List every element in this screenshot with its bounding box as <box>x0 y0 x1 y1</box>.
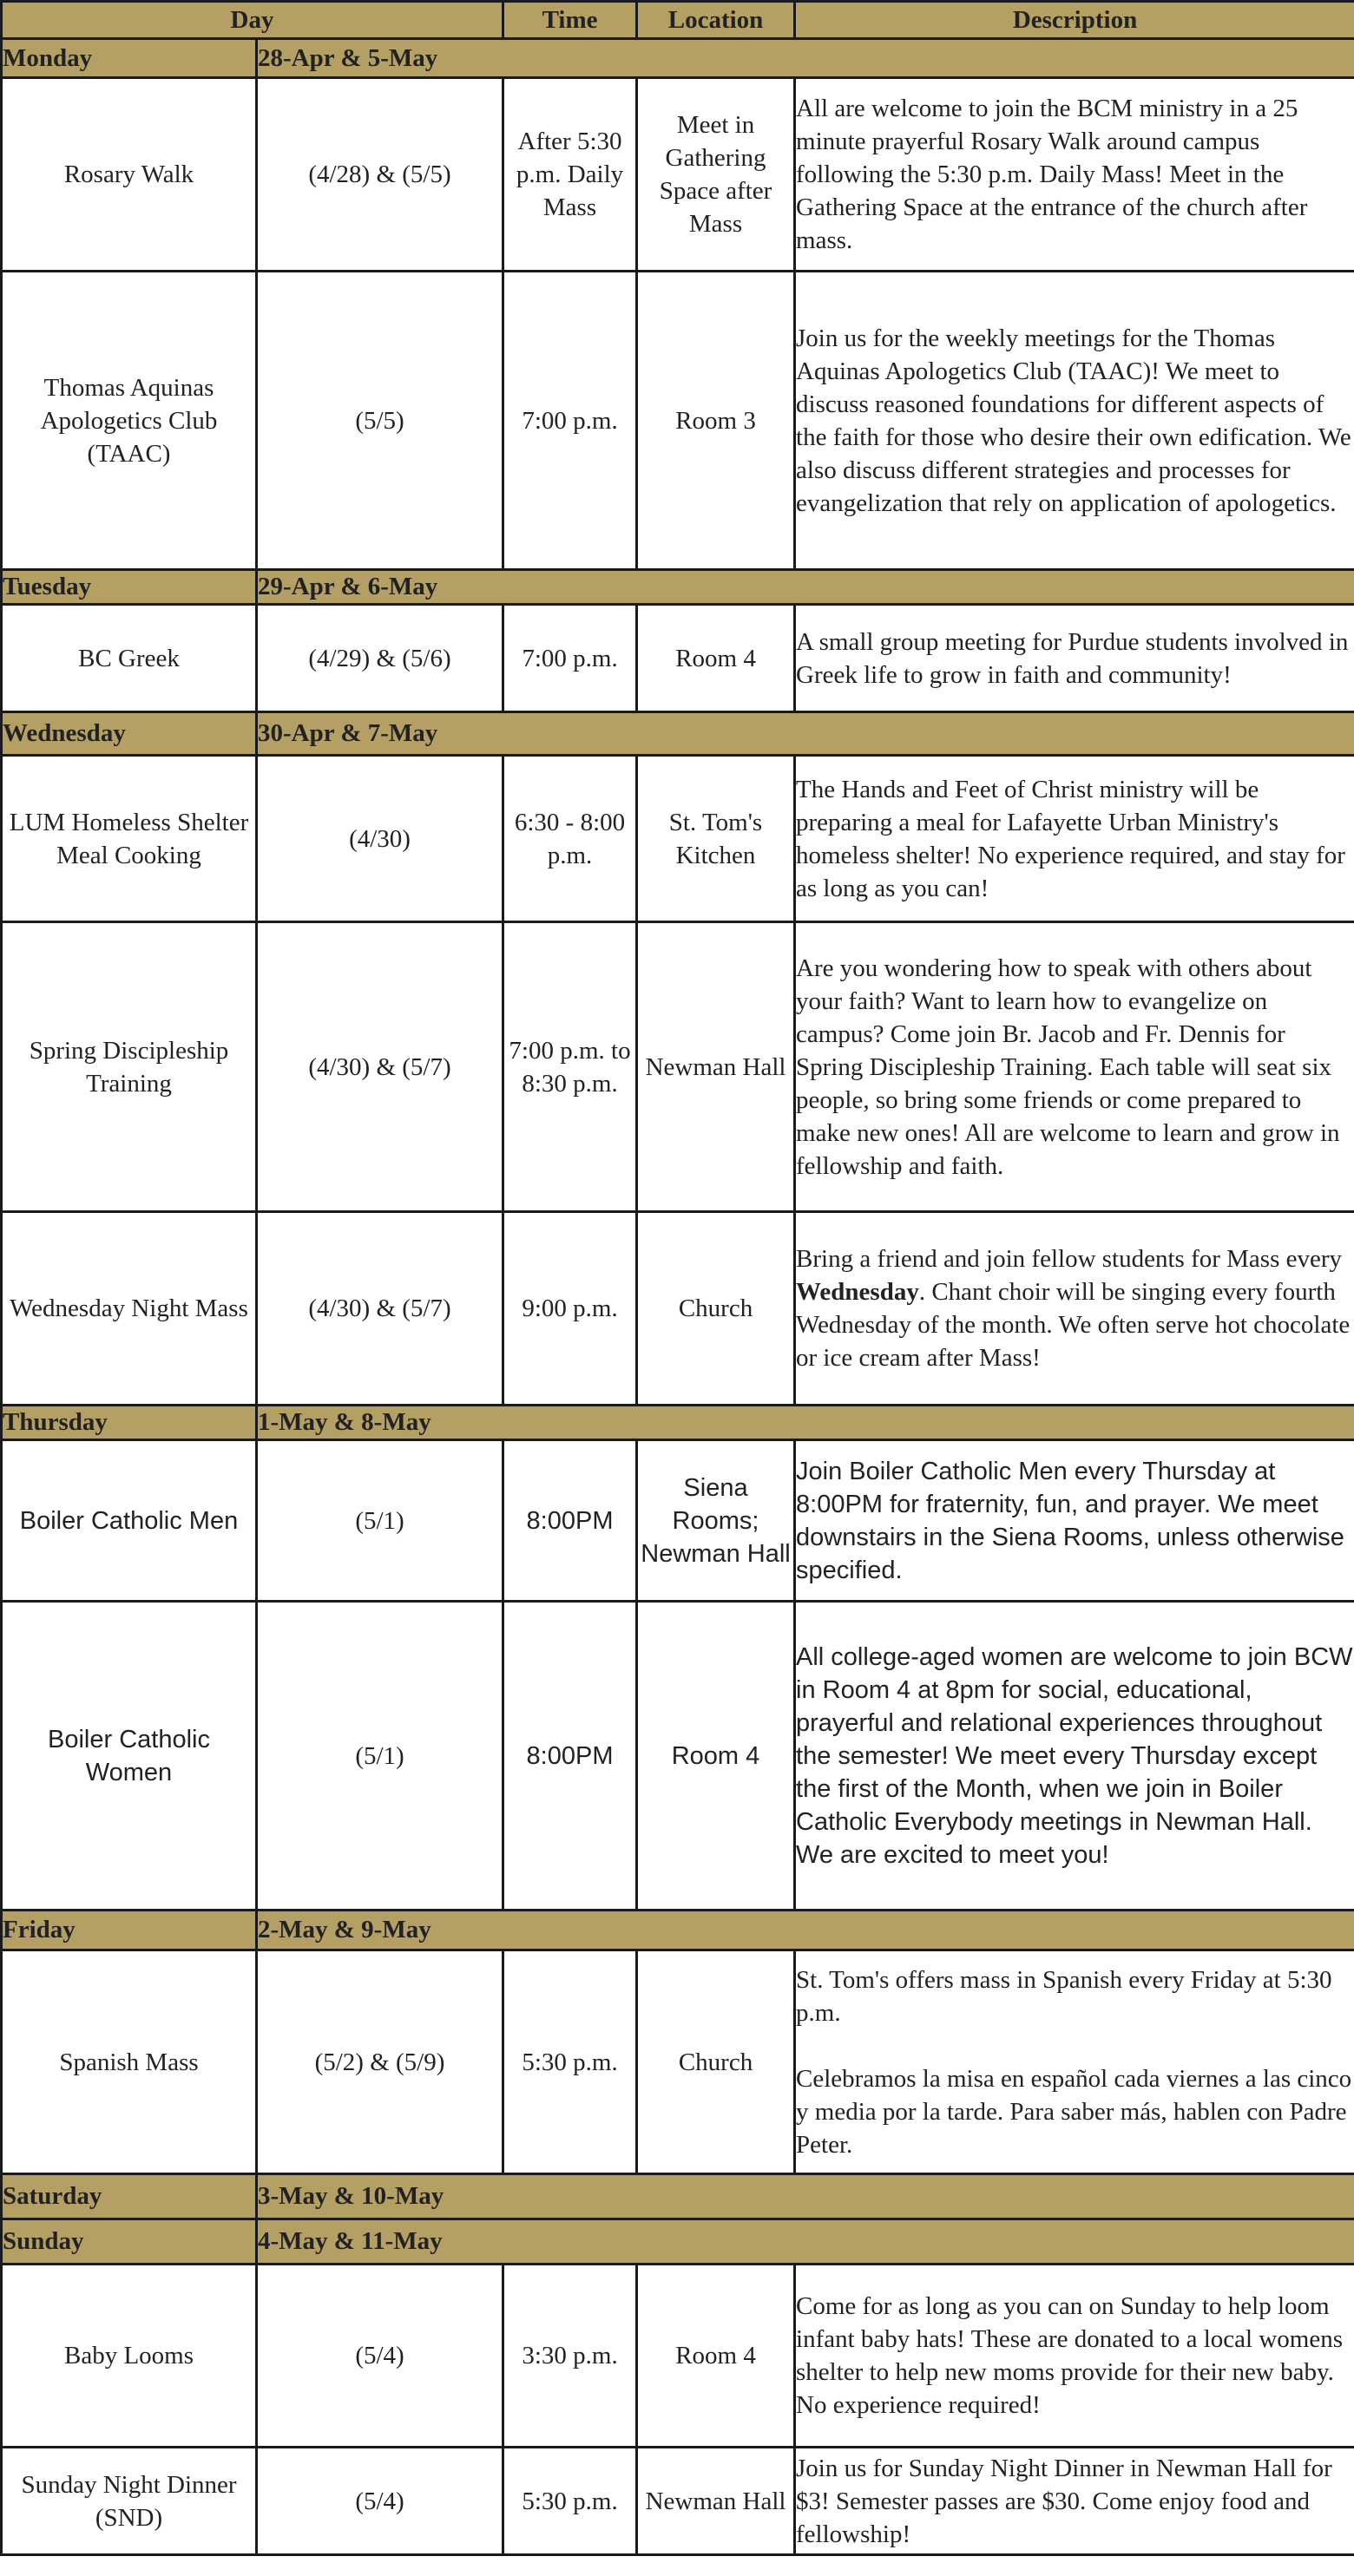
day-row-friday <box>2 1911 1354 1950</box>
event-name: Rosary Walk <box>2 78 257 272</box>
event-name: Spanish Mass <box>2 1950 257 2174</box>
event-time: 9:00 p.m. <box>503 1212 637 1406</box>
description-paragraph: All are welcome to join the BCM ministry in a 25 minute prayerful Rosary Walk around campus following the 5:30 p.m. Daily Mass! Meet in the Gathering Space at the entrance of the church after mass. <box>796 95 1308 254</box>
event-time: 5:30 p.m. <box>503 2448 637 2555</box>
event-description <box>795 272 1354 570</box>
event-dates: (4/28) & (5/5) <box>257 78 503 272</box>
description-text: Bring a friend and join fellow students for Mass every <box>796 1245 1343 1273</box>
day-row-wednesday <box>2 712 1354 756</box>
location-header: Location <box>637 2 795 39</box>
event-time: 7:00 p.m. <box>503 605 637 712</box>
event-dates: (5/1) <box>257 1440 503 1602</box>
event-location: Church <box>637 1950 795 2174</box>
schedule-body <box>2 39 1354 2555</box>
event-name: BC Greek <box>2 605 257 712</box>
description-paragraph: Are you wondering how to speak with others about your faith? Want to learn how to evangelize on campus? Come join Br. Jacob and Fr. Dennis for Spring Discipleship Training. Each table will seat six people, so bring some friends or come prepared to make new ones! All are welcome to learn and grow in fellowship and faith. <box>796 954 1340 1180</box>
day-row-tuesday <box>2 570 1354 605</box>
event-row <box>2 1212 1354 1406</box>
event-dates: (5/4) <box>257 2265 503 2448</box>
event-description <box>795 922 1354 1212</box>
event-time: 8:00PM <box>503 1602 637 1911</box>
day-dates: 1-May & 8-May <box>257 1406 1354 1440</box>
event-description <box>795 1440 1354 1602</box>
time-header: Time <box>503 2 637 39</box>
event-description <box>795 605 1354 712</box>
event-row <box>2 1602 1354 1911</box>
day-row-thursday <box>2 1406 1354 1440</box>
day-label: Thursday <box>2 1406 257 1440</box>
description-paragraph: Come for as long as you can on Sunday to help loom infant baby hats! These are donated to a local womens shelter to help new moms provide for their new baby. No experience required! <box>796 2292 1344 2419</box>
description-text: . Chant choir will be singing every fourth Wednesday of the month. We often serve hot chocolate or ice cream after Mass! <box>796 1278 1351 1372</box>
event-dates: (4/30) & (5/7) <box>257 1212 503 1406</box>
day-dates: 30-Apr & 7-May <box>257 712 1354 756</box>
event-time: 7:00 p.m. to 8:30 p.m. <box>503 922 637 1212</box>
event-location: Room 4 <box>637 1602 795 1911</box>
day-label: Friday <box>2 1911 257 1950</box>
description-paragraph: Join Boiler Catholic Men every Thursday at 8:00PM for fraternity, fun, and prayer. We meet downstairs in the Siena Rooms, unless otherwise specified. <box>796 1457 1344 1584</box>
event-name: Boiler Catholic Men <box>2 1440 257 1602</box>
description-paragraph: The Hands and Feet of Christ ministry will be preparing a meal for Lafayette Urban Ministry's homeless shelter! No experience required, and stay for as long as you can! <box>796 775 1345 902</box>
event-row <box>2 605 1354 712</box>
description-paragraph: Join us for the weekly meetings for the Thomas Aquinas Apologetics Club (TAAC)! We meet to discuss reasoned foundations for different aspects of the faith for those who desire their own edification. We also discuss different strategies and processes for evangelization that rely on application of apologetics. <box>796 324 1351 517</box>
description-paragraph: A small group meeting for Purdue students involved in Greek life to grow in faith and community! <box>796 627 1349 689</box>
event-row <box>2 2265 1354 2448</box>
day-label: Monday <box>2 39 257 78</box>
event-time: 6:30 - 8:00 p.m. <box>503 756 637 922</box>
day-dates: 29-Apr & 6-May <box>257 570 1354 605</box>
event-location: Newman Hall <box>637 2448 795 2555</box>
event-dates: (4/30) <box>257 756 503 922</box>
event-time: 3:30 p.m. <box>503 2265 637 2448</box>
event-row <box>2 922 1354 1212</box>
day-dates: 3-May & 10-May <box>257 2174 1354 2219</box>
day-label: Sunday <box>2 2219 257 2265</box>
event-time: After 5:30 p.m. Daily Mass <box>503 78 637 272</box>
event-dates: (5/5) <box>257 272 503 570</box>
event-description <box>795 2448 1354 2555</box>
day-label: Wednesday <box>2 712 257 756</box>
event-row <box>2 1440 1354 1602</box>
event-dates: (5/4) <box>257 2448 503 2555</box>
event-name: Spring Discipleship Training <box>2 922 257 1212</box>
event-row <box>2 2448 1354 2555</box>
day-dates: 2-May & 9-May <box>257 1911 1354 1950</box>
event-name: LUM Homeless Shelter Meal Cooking <box>2 756 257 922</box>
event-row <box>2 272 1354 570</box>
event-name: Boiler Catholic Women <box>2 1602 257 1911</box>
description-header: Description <box>795 2 1354 39</box>
event-dates: (5/2) & (5/9) <box>257 1950 503 2174</box>
event-description <box>795 2265 1354 2448</box>
event-description <box>795 78 1354 272</box>
description-paragraph: Celebramos la misa en español cada viernes a las cinco y media por la tarde. Para saber más, hablen con Padre Peter. <box>796 2064 1352 2159</box>
paragraph-gap <box>796 2029 1354 2062</box>
event-time: 8:00PM <box>503 1440 637 1602</box>
event-description <box>795 756 1354 922</box>
event-description <box>795 1212 1354 1406</box>
event-row <box>2 756 1354 922</box>
event-dates: (4/29) & (5/6) <box>257 605 503 712</box>
event-name: Thomas Aquinas Apologetics Club (TAAC) <box>2 272 257 570</box>
event-dates: (5/1) <box>257 1602 503 1911</box>
event-description <box>795 1602 1354 1911</box>
event-location: Room 4 <box>637 605 795 712</box>
header-row <box>2 2 1354 39</box>
event-location: Room 3 <box>637 272 795 570</box>
event-dates: (4/30) & (5/7) <box>257 922 503 1212</box>
day-dates: 28-Apr & 5-May <box>257 39 1354 78</box>
description-paragraph: All college-aged women are welcome to join BCW in Room 4 at 8pm for social, educational, prayerful and relational experiences throughout the semester! We meet every Thursday except the first of the Month, when we join in Boiler Catholic Everybody meetings in Newman Hall. We are excited to meet you! <box>796 1642 1353 1869</box>
event-location: St. Tom's Kitchen <box>637 756 795 922</box>
event-name: Sunday Night Dinner (SND) <box>2 2448 257 2555</box>
event-time: 5:30 p.m. <box>503 1950 637 2174</box>
event-row <box>2 78 1354 272</box>
day-header: Day <box>2 2 503 39</box>
day-label: Tuesday <box>2 570 257 605</box>
event-row <box>2 1950 1354 2174</box>
event-name: Wednesday Night Mass <box>2 1212 257 1406</box>
event-location: Siena Rooms; Newman Hall <box>637 1440 795 1602</box>
day-row-saturday <box>2 2174 1354 2219</box>
description-emphasis: Wednesday <box>796 1278 919 1306</box>
description-paragraph: St. Tom's offers mass in Spanish every Friday at 5:30 p.m. <box>796 1965 1332 2027</box>
event-description <box>795 1950 1354 2174</box>
event-location: Meet in Gathering Space after Mass <box>637 78 795 272</box>
event-location: Newman Hall <box>637 922 795 1212</box>
event-location: Room 4 <box>637 2265 795 2448</box>
description-paragraph: Join us for Sunday Night Dinner in Newman Hall for $3! Semester passes are $30. Come enjoy food and fellowship! <box>796 2454 1332 2548</box>
day-row-monday <box>2 39 1354 78</box>
day-dates: 4-May & 11-May <box>257 2219 1354 2265</box>
day-row-sunday <box>2 2219 1354 2265</box>
event-name: Baby Looms <box>2 2265 257 2448</box>
event-location: Church <box>637 1212 795 1406</box>
day-label: Saturday <box>2 2174 257 2219</box>
event-time: 7:00 p.m. <box>503 272 637 570</box>
